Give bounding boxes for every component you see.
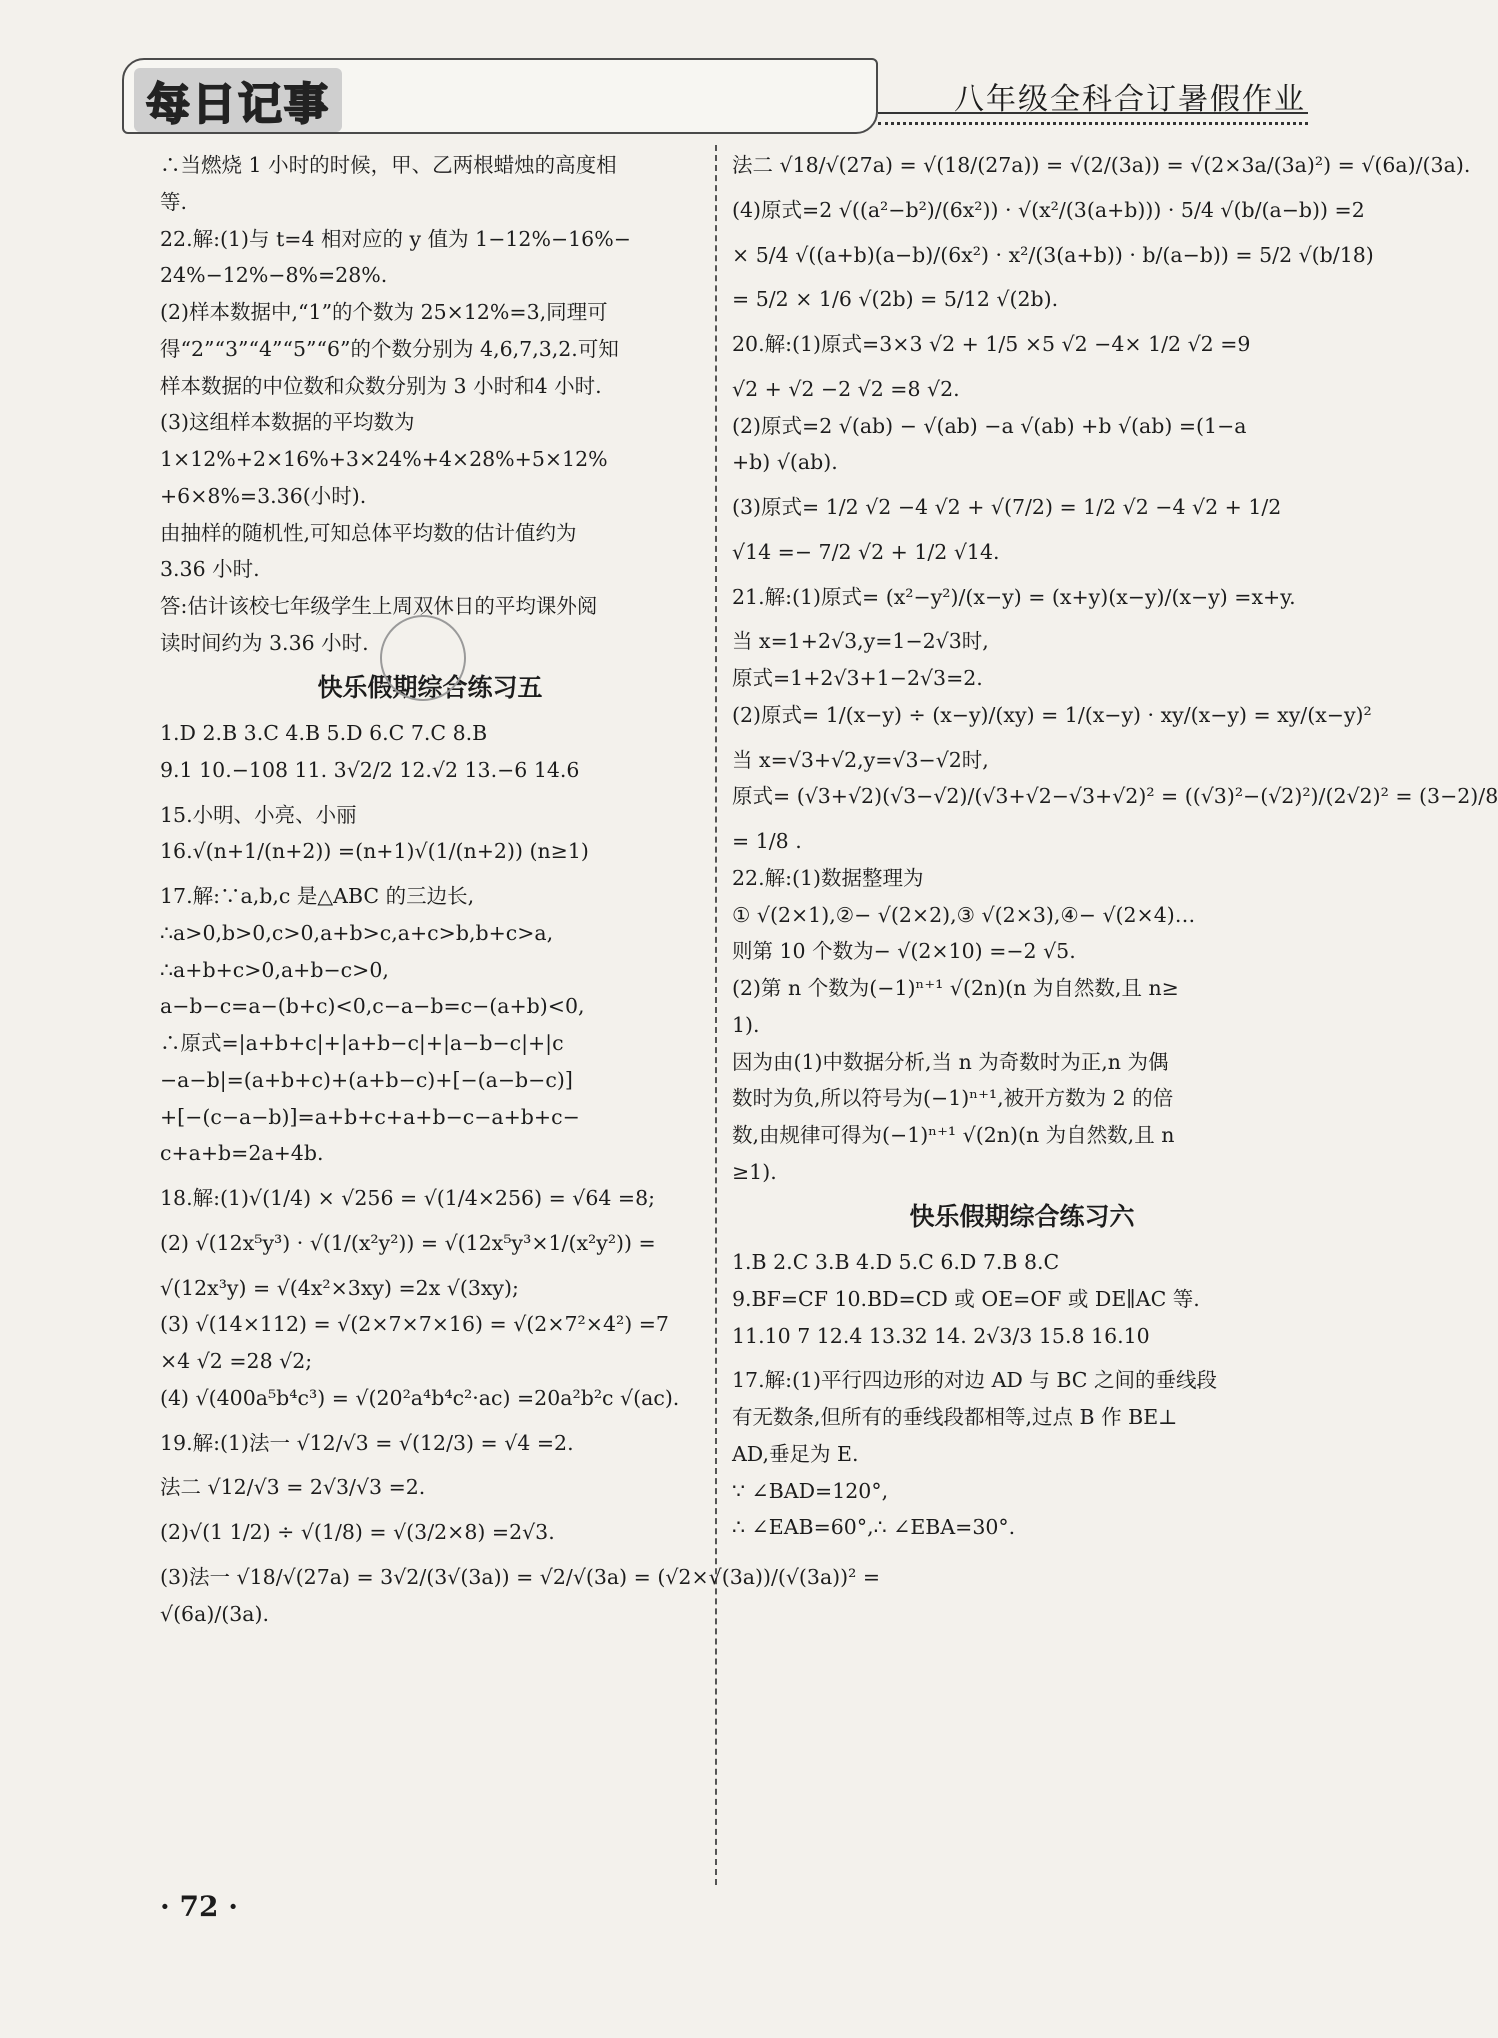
text-line: a−b−c=a−(b+c)<0,c−a−b=c−(a+b)<0,	[160, 994, 585, 1019]
text-line: −a−b|=(a+b+c)+(a+b−c)+[−(a−b−c)]	[160, 1067, 573, 1092]
text-line: (2)第 n 个数为(−1)ⁿ⁺¹ √(2n)(n 为自然数,且 n≥	[732, 976, 1179, 1000]
text-line: ∴ ∠EAB=60°,∴ ∠EBA=30°.	[732, 1515, 1016, 1540]
text-line: +[−(c−a−b)]=a+b+c+a+b−c−a+b+c−	[160, 1104, 580, 1129]
section-title-exercise-6: 快乐假期综合练习六	[909, 1201, 1135, 1231]
text-line: +b) √(ab).	[732, 450, 838, 475]
text-line: ∴a>0,b>0,c>0,a+b>c,a+c>b,b+c>a,	[160, 920, 554, 945]
text-line: (3)这组样本数据的平均数为	[160, 410, 415, 435]
text-line: 17.解:∵a,b,c 是△ABC 的三边长,	[160, 884, 475, 908]
text-line: AD,垂足为 E.	[732, 1441, 859, 1466]
text-line: 9.BF=CF 10.BD=CD 或 OE=OF 或 DE∥AC 等.	[732, 1286, 1200, 1311]
text-line: ∴当燃烧 1 小时的时候，甲、乙两根蜡烛的高度相	[160, 153, 617, 177]
column-divider	[715, 145, 717, 1885]
text-line: ×4 √2 =28 √2;	[160, 1349, 313, 1373]
text-line: 21.解:(1)原式= (x²−y²)/(x−y) = (x+y)(x−y)/(x−y) =x+y.	[732, 584, 1296, 609]
text-line: √(6a)/(3a).	[160, 1601, 270, 1626]
text-line: (3)原式= 1/2 √2 −4 √2 + √(7/2) = 1/2 √2 −4 √2 + 1/2	[732, 495, 1282, 519]
text-line: (2) √(12x⁵y³) · √(1/(x²y²)) = √(12x⁵y³×1/(x²y²)) =	[160, 1230, 656, 1255]
text-line: 样本数据的中位数和众数分别为 3 小时和4 小时.	[160, 373, 602, 398]
text-line: +6×8%=3.36(小时).	[160, 483, 367, 508]
page-number: · 72 ·	[160, 1890, 238, 1923]
text-line: 当 x=1+2√3,y=1−2√3时,	[732, 629, 989, 654]
text-line: 因为由(1)中数据分析,当 n 为奇数时为正,n 为偶	[732, 1049, 1169, 1074]
text-line: 则第 10 个数为− √(2×10) =−2 √5.	[732, 939, 1076, 964]
text-line: 16.√(n+1/(n+2)) =(n+1)√(1/(n+2)) (n≥1)	[160, 839, 589, 864]
section-title-exercise-5: 快乐假期综合练习五	[317, 672, 543, 702]
text-line: (2)√(1 1/2) ÷ √(1/8) = √(3/2×8) =2√3.	[160, 1520, 555, 1544]
text-line: 19.解:(1)法一 √12/√3 = √(12/3) = √4 =2.	[160, 1430, 574, 1455]
text-line: √2 + √2 −2 √2 =8 √2.	[732, 376, 960, 401]
text-line: 数时为负,所以符号为(−1)ⁿ⁺¹,被开方数为 2 的倍	[732, 1086, 1174, 1111]
text-line: √14 =− 7/2 √2 + 1/2 √14.	[732, 539, 1000, 564]
text-line: = 1/8 .	[732, 829, 802, 853]
text-line: 答:估计该校七年级学生上周双休日的平均课外阅	[160, 594, 598, 618]
text-line: 20.解:(1)原式=3×3 √2 + 1/5 ×5 √2 −4× 1/2 √2 =9	[732, 332, 1251, 356]
text-line: (3)法一 √18/√(27a) = 3√2/(3√(3a)) = √2/√(3a) = (√2×√(3a))/(√(3a))² =	[160, 1564, 881, 1589]
text-line: 有无数条,但所有的垂线段都相等,过点 B 作 BE⊥	[732, 1405, 1178, 1429]
text-line: √(12x³y) = √(4x²×3xy) =2x √(3xy);	[160, 1275, 519, 1300]
text-line: = 5/2 × 1/6 √(2b) = 5/12 √(2b).	[732, 287, 1059, 312]
text-line: ≥1).	[732, 1159, 777, 1184]
text-line: 当 x=√3+√2,y=√3−√2时,	[732, 747, 989, 772]
brand-logo: 每日记事	[134, 68, 342, 132]
text-line: 24%−12%−8%=28%.	[160, 263, 388, 288]
text-line: 22.解:(1)与 t=4 相对应的 y 值为 1−12%−16%−	[160, 226, 631, 251]
header-rule	[878, 112, 1308, 114]
text-line: (2)原式= 1/(x−y) ÷ (x−y)/(xy) = 1/(x−y) · xy/(x−y) = xy/(x−y)²	[732, 702, 1372, 727]
text-line: ∵ ∠BAD=120°,	[732, 1478, 889, 1503]
text-line: 得“2”“3”“4”“5”“6”的个数分别为 4,6,7,3,2.可知	[160, 336, 619, 361]
text-line: 3.36 小时.	[160, 557, 260, 582]
text-line: 法二 √18/√(27a) = √(18/(27a)) = √(2/(3a)) = √(2×3a/(3a)²) = √(6a)/(3a).	[732, 153, 1471, 177]
text-line: 1).	[732, 1012, 760, 1037]
text-line: 等.	[160, 189, 188, 214]
text-line: 1.D 2.B 3.C 4.B 5.D 6.C 7.C 8.B	[160, 721, 488, 745]
text-line: 22.解:(1)数据整理为	[732, 865, 924, 890]
right-column	[732, 150, 1498, 1549]
text-line: 15.小明、小亮、小丽	[160, 802, 357, 827]
header-dotted-rule	[878, 122, 1308, 125]
text-line: (4) √(400a⁵b⁴c³) = √(20²a⁴b⁴c²·ac) =20a²b²c √(ac).	[160, 1385, 680, 1410]
text-line: (4)原式=2 √((a²−b²)/(6x²)) · √(x²/(3(a+b))) · 5/4 √(b/(a−b)) =2	[732, 197, 1365, 222]
text-line: (2)样本数据中,“1”的个数为 25×12%=3,同理可	[160, 300, 608, 324]
text-line: 法二 √12/√3 = 2√3/√3 =2.	[160, 1475, 426, 1500]
text-line: 17.解:(1)平行四边形的对边 AD 与 BC 之间的垂线段	[732, 1368, 1217, 1393]
text-line: ∴a+b+c>0,a+b−c>0,	[160, 957, 389, 982]
text-line: 1×12%+2×16%+3×24%+4×28%+5×12%	[160, 447, 608, 471]
text-line: 由抽样的随机性,可知总体平均数的估计值约为	[160, 520, 577, 545]
text-line: 原式= (√3+√2)(√3−√2)/(√3+√2−√3+√2)² = ((√3)²−(√2)²)/(2√2)² = (3−2)/8	[732, 784, 1498, 809]
text-line: 18.解:(1)√(1/4) × √256 = √(1/4×256) = √64 =8;	[160, 1186, 656, 1210]
book-title: 八年级全科合订暑假作业	[954, 82, 1306, 117]
text-line: 1.B 2.C 3.B 4.D 5.C 6.D 7.B 8.C	[732, 1250, 1060, 1274]
text-line: ∴原式=|a+b+c|+|a+b−c|+|a−b−c|+|c	[160, 1031, 564, 1055]
text-line: 数,由规律可得为(−1)ⁿ⁺¹ √(2n)(n 为自然数,且 n	[732, 1123, 1175, 1147]
text-line: (3) √(14×112) = √(2×7×7×16) = √(2×7²×4²) =7	[160, 1312, 669, 1337]
text-line: 9.1 10.−108 11. 3√2/2 12.√2 13.−6 14.6	[160, 757, 580, 782]
text-line: (2)原式=2 √(ab) − √(ab) −a √(ab) +b √(ab) =(1−a	[732, 413, 1247, 438]
text-line: 11.10 7 12.4 13.32 14. 2√3/3 15.8 16.10	[732, 1323, 1150, 1348]
text-line: c+a+b=2a+4b.	[160, 1141, 324, 1166]
text-line: × 5/4 √((a+b)(a−b)/(6x²) · x²/(3(a+b)) · b/(a−b)) = 5/2 √(b/18)	[732, 242, 1374, 267]
text-line: ① √(2×1),②− √(2×2),③ √(2×3),④− √(2×4)…	[732, 902, 1196, 927]
text-line: 原式=1+2√3+1−2√3=2.	[732, 666, 983, 690]
text-line: 读时间约为 3.36 小时.	[160, 630, 369, 655]
